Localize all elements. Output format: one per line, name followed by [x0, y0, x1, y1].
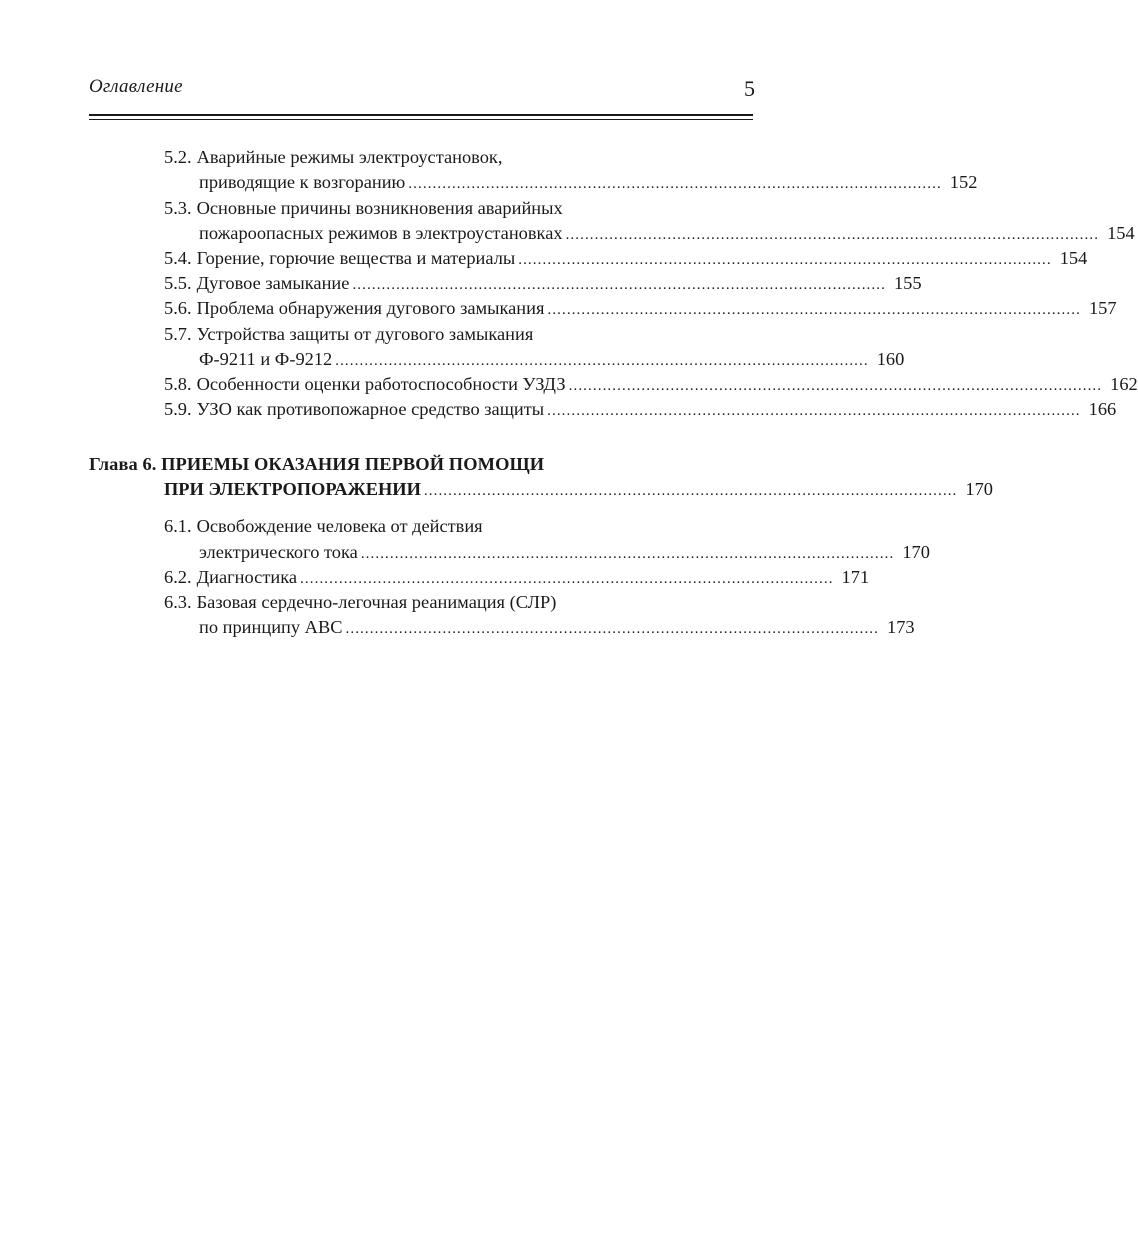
toc-entry-title: Аварийные режимы электроустановок,: [196, 147, 503, 167]
toc-entry-5-2-line1: [164, 145, 724, 170]
dot-leader: ..............................................................................................................: [335, 353, 869, 369]
toc-chapter-6-line1: Глава 6. ПРИЕМЫ ОКАЗАНИЯ ПЕРВОЙ ПОМОЩИ: [89, 454, 545, 474]
toc-entry-number: 5.7.: [164, 324, 192, 344]
toc-entry-text: [164, 296, 544, 321]
toc-page-number: 173: [887, 617, 915, 637]
toc-entry-text: [164, 271, 349, 296]
header-rule-thin: [89, 119, 753, 120]
toc-page-number: 162: [1110, 374, 1138, 394]
dot-leader: ..............................................................................................................: [360, 546, 895, 562]
toc-entry-title: УЗО как противопожарное средство защиты: [196, 399, 545, 419]
dot-leader: ..............................................................................................................: [547, 302, 1081, 318]
toc-entry-title: Диагностика: [196, 567, 298, 587]
toc-entry-number: 5.6.: [164, 298, 192, 318]
dot-leader: ..............................................................................................................: [300, 571, 834, 587]
toc-page-number: 152: [949, 172, 978, 192]
toc-entry-title: Горение, горючие вещества и материалы: [196, 248, 516, 268]
toc-entry-title: Устройства защиты от дугового замыкания: [196, 324, 534, 344]
toc-page-number: 155: [893, 273, 922, 293]
header-title: Оглавление: [89, 76, 183, 97]
toc-chapter-6-line2[interactable]: [164, 477, 993, 502]
toc-page-number: 170: [965, 479, 993, 499]
toc-entry-number: 6.3.: [164, 592, 192, 612]
toc-entry-title: Освобождение человека от действия: [196, 516, 483, 536]
toc-page-number: 154: [1059, 248, 1088, 268]
toc-entry-5-8[interactable]: [164, 372, 1138, 397]
toc-entry-title: Проблема обнаружения дугового замыкания: [196, 298, 545, 318]
dot-leader: ..............................................................................................................: [565, 227, 1100, 243]
toc-entry-title-cont: приводящие к возгоранию: [199, 172, 406, 192]
toc-entry-text: [164, 372, 566, 397]
toc-entry-text: [164, 565, 297, 590]
dot-leader: ..............................................................................................................: [518, 252, 1052, 268]
toc-entry-5-7-line2[interactable]: [199, 347, 905, 372]
toc-entry-title-cont: пожароопасных режимов в электроустановках: [199, 223, 563, 243]
toc-entry-5-3-line1: [164, 196, 724, 221]
toc-entry-title: Основные причины возникновения аварийных: [196, 198, 563, 218]
toc-page-number: 154: [1107, 223, 1135, 243]
toc-entry-5-7-line1: [164, 322, 724, 347]
toc-entry-title: Особенности оценки работоспособности УЗДЗ: [196, 374, 566, 394]
toc-entry-title: Базовая сердечно-легочная реанимация (СЛР): [196, 592, 557, 612]
toc-entry-5-2-line2[interactable]: [199, 170, 978, 195]
toc-entry-6-1-line1: [164, 514, 724, 539]
toc-entry-number: 5.4.: [164, 248, 192, 268]
toc-page-number: 160: [876, 349, 905, 369]
toc-entry-number: 5.5.: [164, 273, 192, 293]
toc-entry-number: 5.2.: [164, 147, 192, 167]
dot-leader: ..............................................................................................................: [423, 483, 958, 499]
header-rule-thick: [89, 114, 753, 116]
toc-page-number: 157: [1088, 298, 1117, 318]
toc-entry-5-4[interactable]: [164, 246, 1088, 271]
toc-entry-6-2[interactable]: [164, 565, 870, 590]
toc-entry-title-cont: Ф-9211 и Ф-9212: [199, 349, 333, 369]
toc-entry-number: 6.2.: [164, 567, 192, 587]
toc-entry-number: 6.1.: [164, 516, 192, 536]
dot-leader: ..............................................................................................................: [345, 621, 879, 637]
toc-entry-6-3-line1: [164, 590, 724, 615]
dot-leader: ..............................................................................................................: [352, 277, 886, 293]
toc-entry-5-5[interactable]: [164, 271, 922, 296]
toc-entry-text: [164, 246, 515, 271]
toc-entry-title-cont: электрического тока: [199, 542, 358, 562]
toc-entry-5-6[interactable]: [164, 296, 1117, 321]
toc-page-number: 170: [902, 542, 930, 562]
toc-entry-number: 5.8.: [164, 374, 192, 394]
dot-leader: ..............................................................................................................: [547, 403, 1081, 419]
header-page-number: 5: [744, 76, 755, 101]
toc-entry-title: Дуговое замыкание: [196, 273, 350, 293]
dot-leader: ..............................................................................................................: [408, 176, 942, 192]
toc-entry-6-3-line2[interactable]: [199, 615, 915, 640]
toc-page-number: 166: [1088, 399, 1117, 419]
toc-chapter-title-cont: ПРИ ЭЛЕКТРОПОРАЖЕНИИ: [164, 479, 421, 499]
toc-entry-text: [164, 397, 544, 422]
toc-entry-number: 5.3.: [164, 198, 192, 218]
toc-entry-title-cont: по принципу АВС: [199, 617, 343, 637]
toc-entry-5-3-line2[interactable]: [199, 221, 1135, 246]
running-header: [89, 74, 756, 106]
toc-entry-5-9[interactable]: [164, 397, 1117, 422]
toc-entry-6-1-line2[interactable]: [199, 540, 930, 565]
toc-entry-number: 5.9.: [164, 399, 192, 419]
dot-leader: ..............................................................................................................: [568, 378, 1103, 394]
toc-page-number: 171: [841, 567, 870, 587]
